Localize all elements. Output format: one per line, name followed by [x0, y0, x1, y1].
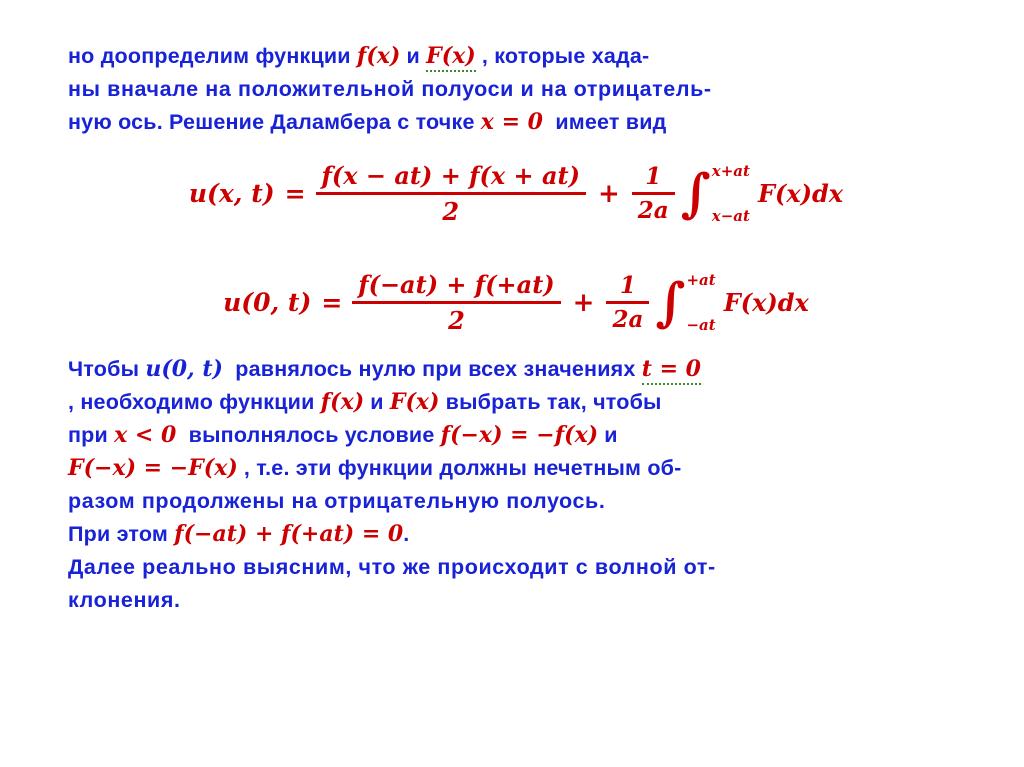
formula-x-less-than-zero: x < 0: [114, 422, 177, 448]
eq2-fraction: [352, 270, 560, 335]
body-text-block: [68, 353, 964, 617]
formula-sum-zero: f(−at) + f(+at) = 0: [174, 521, 404, 547]
eq2-integral-lower-limit: −at: [686, 315, 716, 334]
eq2-integrand: F(x)dx: [723, 288, 809, 317]
intro-line3-text-b: имеет вид: [555, 110, 667, 134]
eq1-integral-limits: [711, 161, 750, 225]
formula-x-equals-zero: x = 0: [480, 109, 543, 135]
intro-line3-text-a: ную ось. Решение Даламбера с точке: [68, 110, 475, 134]
formula-F-of-x-2: F(x): [389, 389, 440, 415]
eq2-denominator: 2: [448, 306, 465, 335]
formula-odd-F: F(−x) = −F(x): [68, 455, 238, 481]
display-equation-2: [68, 270, 964, 335]
intro-text-b: и: [406, 44, 420, 68]
integral-sign-icon: ∫: [655, 271, 686, 333]
eq2-integral-limits: [686, 270, 716, 334]
body-line3-text-a: при: [68, 423, 108, 447]
body-line1-text-a: Чтобы: [68, 357, 140, 381]
intro-text-a: но доопределим функции: [68, 44, 351, 68]
body-line6-text-b: .: [403, 522, 410, 546]
body-line3-text-c: и: [604, 423, 618, 447]
body-line-2: [68, 386, 964, 419]
eq1-numerator: f(x − at) + f(x + at): [321, 161, 580, 190]
eq1-fraction: [316, 161, 586, 226]
body-line4-text-a: , т.е. эти функции должны нечетным об-: [243, 456, 682, 480]
eq1-plus: +: [597, 178, 620, 209]
body-line2-text-c: выбрать так, чтобы: [445, 390, 662, 414]
body-line1-text-b: равнялось нулю при всех значениях: [235, 357, 636, 381]
eq1-integral-upper-limit: x+at: [711, 161, 750, 180]
intro-line-2: ны вначале на положительной полуоси и на отрицатель-: [68, 77, 712, 101]
eq1-equals: =: [284, 179, 306, 208]
eq1-integral: [680, 161, 844, 225]
eq2-coef-numerator: 1: [619, 272, 636, 299]
eq2-coefficient-fraction: [606, 272, 649, 333]
eq2-equals: =: [321, 288, 343, 317]
body-line-1: [68, 353, 964, 386]
intro-text-c: , которые хада-: [481, 44, 650, 68]
formula-odd-f: f(−x) = −f(x): [440, 422, 599, 448]
eq1-integral-lower-limit: x−at: [711, 206, 750, 225]
eq1-integrand: F(x)dx: [757, 179, 844, 208]
eq2-plus: +: [572, 287, 595, 318]
body-line-7: Далее реально выясним, что же происходит с волной от-: [68, 555, 716, 579]
formula-F-of-x: F(x): [426, 43, 476, 72]
body-line-5: разом продолжены на отрицательную полуось.: [68, 489, 606, 513]
formula-f-of-x-2: f(x): [320, 389, 365, 415]
eq1-coef-denominator: 2a: [637, 197, 669, 224]
formula-t-equals-zero: t = 0: [642, 356, 701, 385]
eq2-coef-denominator: 2a: [612, 306, 644, 333]
body-line2-text-a: , необходимо функции: [68, 390, 315, 414]
eq2-integral: [655, 270, 809, 334]
body-line-6: [68, 518, 964, 551]
eq2-integral-upper-limit: +at: [686, 270, 716, 289]
body-line6-text-a: При этом: [68, 522, 168, 546]
body-line2-text-b: и: [370, 390, 384, 414]
body-line3-text-b: выполнялось условие: [188, 423, 435, 447]
intro-line-1: [68, 40, 964, 73]
body-line-3: [68, 419, 964, 452]
formula-f-of-x: f(x): [356, 43, 401, 69]
eq1-coefficient-fraction: [632, 163, 675, 224]
body-line-8: клонения.: [68, 588, 181, 612]
eq1-coef-numerator: 1: [645, 163, 662, 190]
body-line-4: [68, 452, 964, 485]
intro-line-3: [68, 106, 964, 139]
eq1-denominator: 2: [442, 197, 460, 226]
integral-sign-icon: ∫: [680, 162, 711, 224]
eq2-numerator: f(−at) + f(+at): [358, 270, 555, 299]
display-equation-1: [68, 161, 964, 226]
eq1-lhs: u(x, t): [188, 179, 275, 208]
eq2-lhs: u(0, t): [223, 288, 312, 317]
formula-u-of-zero-t: u(0, t): [145, 356, 223, 382]
